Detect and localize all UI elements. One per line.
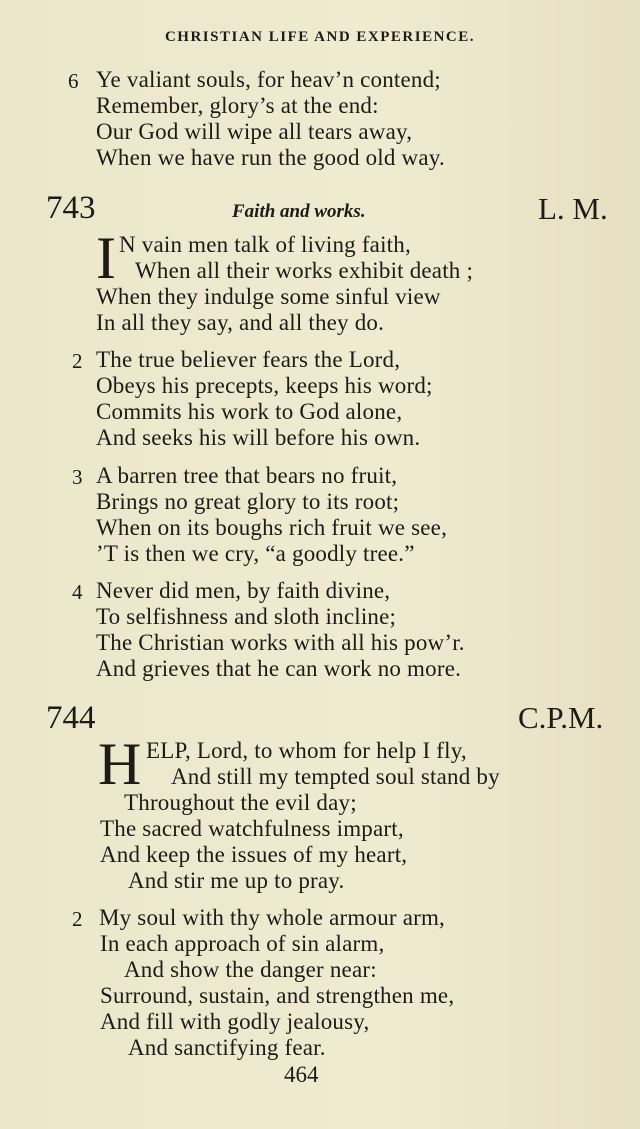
stanza-number: 2 [72, 907, 83, 931]
verse-line: Never did men, by faith divine, [96, 578, 391, 603]
verse-line: ’T is then we cry, “a goodly tree.” [96, 541, 415, 566]
verse-line: And stir me up to pray. [128, 868, 345, 893]
verse-line: When on its boughs rich fruit we see, [96, 515, 448, 540]
verse-line: N vain men talk of living faith, [119, 232, 411, 257]
verse-line: And still my tempted soul stand by [171, 764, 500, 789]
verse-line: Our God will wipe all tears away, [96, 119, 413, 144]
verse-line: To selfishness and sloth incline; [96, 604, 397, 629]
verse-line: The true believer fears the Lord, [96, 347, 401, 372]
verse-line: Throughout the evil day; [124, 790, 357, 815]
verse-line: Commits his work to God alone, [96, 399, 403, 424]
hymn-subtitle: Faith and works. [232, 201, 366, 222]
hymn-number: 743 [46, 190, 96, 226]
verse-line: Surround, sustain, and strengthen me, [100, 983, 455, 1008]
verse-line: Obeys his precepts, keeps his word; [96, 373, 433, 398]
verse-line: And show the danger near: [124, 957, 377, 982]
verse-line: And grieves that he can work no more. [96, 656, 462, 681]
verse-line: A barren tree that bears no fruit, [96, 463, 398, 488]
verse-line: Ye valiant souls, for heav’n contend; [96, 67, 441, 92]
verse-line: In each approach of sin alarm, [100, 931, 385, 956]
hymn-meter: C.P.M. [518, 700, 604, 735]
verse-line: And sanctifying fear. [128, 1035, 326, 1060]
verse-line: The sacred watchfulness impart, [100, 816, 404, 841]
verse-line: And seeks his will before his own. [96, 425, 421, 450]
drop-cap: H [98, 731, 142, 797]
verse-line: My soul with thy whole armour arm, [99, 905, 446, 930]
stanza-number: 6 [68, 69, 79, 93]
stanza-number: 4 [72, 580, 83, 604]
verse-line: In all they say, and all they do. [96, 310, 385, 335]
page-number: 464 [284, 1062, 319, 1087]
verse-line: And fill with godly jealousy, [100, 1009, 370, 1034]
verse-line: The Christian works with all his pow’r. [96, 630, 465, 655]
stanza-number: 2 [72, 349, 83, 373]
drop-cap: I [96, 225, 116, 291]
verse-line: ELP, Lord, to whom for help I fly, [146, 738, 467, 763]
verse-line: When we have run the good old way. [96, 145, 445, 170]
verse-line: Brings no great glory to its root; [96, 489, 400, 514]
hymn-meter: L. M. [538, 191, 608, 226]
hymn-number: 744 [46, 700, 96, 736]
verse-line: When they indulge some sinful view [96, 284, 441, 309]
stanza-number: 3 [72, 465, 83, 489]
verse-line: When all their works exhibit death ; [135, 258, 474, 283]
verse-line: And keep the issues of my heart, [100, 842, 408, 867]
verse-line: Remember, glory’s at the end: [96, 93, 379, 118]
running-header: CHRISTIAN LIFE AND EXPERIENCE. [164, 29, 476, 45]
